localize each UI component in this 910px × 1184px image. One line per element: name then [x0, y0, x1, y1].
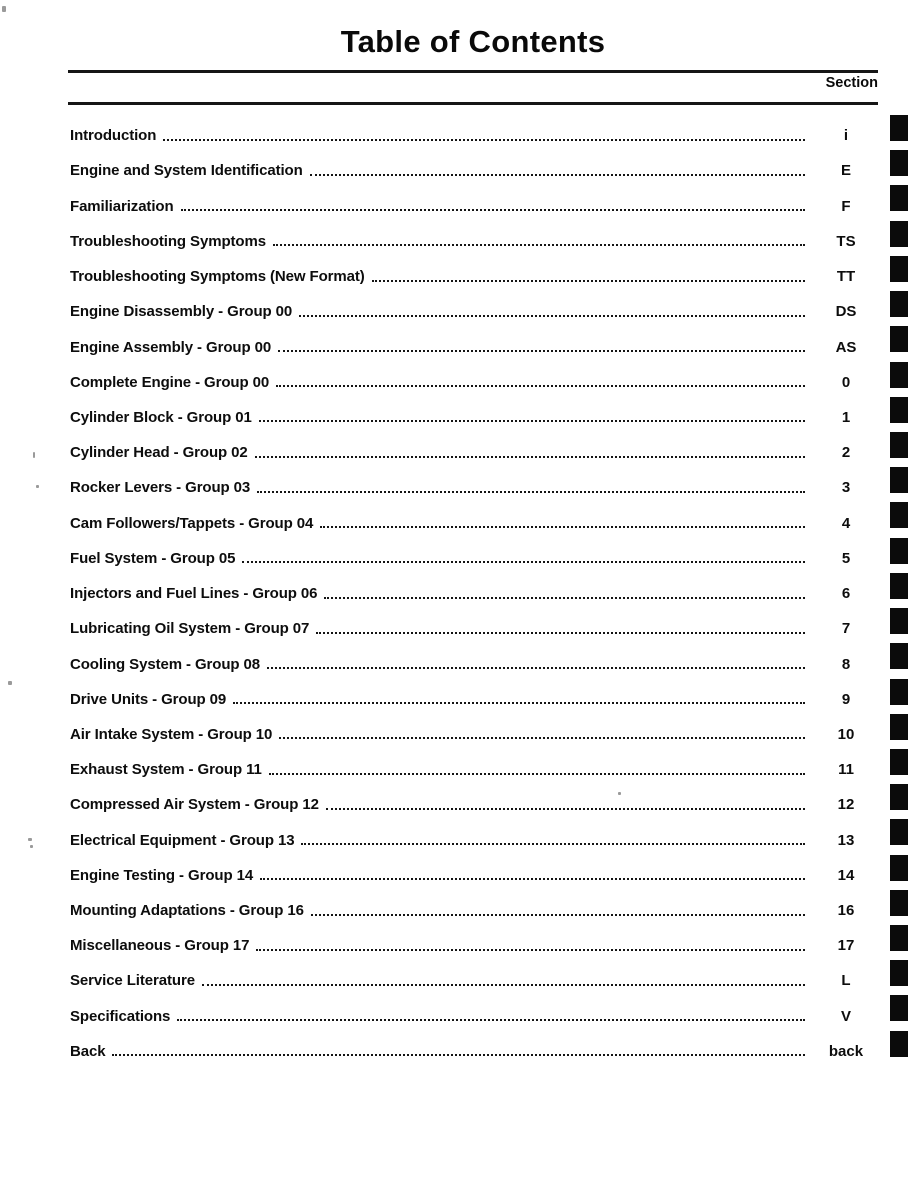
scan-artifact: [28, 838, 32, 841]
toc-entry-section-code: L: [841, 972, 851, 990]
section-tab-marker: [890, 784, 908, 810]
scan-artifact: [8, 681, 12, 685]
toc-entry-section-code: 6: [841, 585, 851, 603]
toc-entry-section-code: 7: [841, 620, 851, 638]
toc-entry[interactable]: [70, 989, 878, 1024]
toc-list: [70, 109, 878, 1060]
dotted-leader: [257, 491, 805, 493]
section-tab-marker: [890, 995, 908, 1021]
toc-entry-section-code: 2: [841, 444, 851, 462]
dotted-leader: [177, 1019, 805, 1021]
toc-entry-section-code: TS: [836, 232, 856, 250]
scan-artifact: [33, 452, 35, 458]
dotted-leader: [279, 737, 805, 739]
toc-entry-section-code: 0: [841, 373, 851, 391]
toc-entry[interactable]: [70, 778, 878, 813]
toc-entry-section-code: 5: [841, 549, 851, 567]
dotted-leader: [273, 244, 805, 246]
toc-entry[interactable]: [70, 637, 878, 672]
scan-artifact: [36, 485, 39, 488]
dotted-leader: [372, 280, 805, 282]
toc-entry[interactable]: [70, 109, 878, 144]
section-tab-marker: [890, 362, 908, 388]
toc-entry[interactable]: [70, 673, 878, 708]
toc-entry[interactable]: [70, 1025, 878, 1060]
toc-entry[interactable]: [70, 250, 878, 285]
section-tab-marker: [890, 608, 908, 634]
toc-entry-label: Complete Engine - Group 00: [70, 373, 270, 391]
section-tab-marker: [890, 291, 908, 317]
dotted-leader: [255, 456, 805, 458]
dotted-leader: [324, 597, 805, 599]
toc-entry-section-code: i: [843, 127, 849, 145]
toc-entry-section-code: 8: [841, 655, 851, 673]
section-tab-marker: [890, 185, 908, 211]
dotted-leader: [233, 702, 805, 704]
toc-entry-label: Troubleshooting Symptoms: [70, 232, 266, 250]
tab-index: [890, 115, 908, 1066]
toc-entry-label: Back: [70, 1042, 106, 1060]
toc-entry[interactable]: [70, 356, 878, 391]
toc-entry[interactable]: [70, 215, 878, 250]
scan-artifact: [2, 6, 6, 12]
toc-entry-label: Fuel System - Group 05: [70, 549, 236, 567]
dotted-leader: [242, 561, 805, 563]
dotted-leader: [181, 209, 805, 211]
toc-entry-section-code: 11: [838, 761, 854, 779]
dotted-leader: [299, 315, 805, 317]
toc-entry-label: Cam Followers/Tappets - Group 04: [70, 514, 314, 532]
toc-entry-label: Electrical Equipment - Group 13: [70, 831, 295, 849]
toc-entry[interactable]: [70, 532, 878, 567]
toc-entry[interactable]: [70, 849, 878, 884]
toc-entry[interactable]: [70, 743, 878, 778]
toc-entry-label: Rocker Levers - Group 03: [70, 479, 251, 497]
section-tab-marker: [890, 432, 908, 458]
toc-entry-label: Cooling System - Group 08: [70, 655, 261, 673]
toc-entry-label: Engine Disassembly - Group 00: [70, 303, 293, 321]
section-tab-marker: [890, 326, 908, 352]
toc-entry-label: Familiarization: [70, 197, 174, 215]
section-tab-marker: [890, 679, 908, 705]
toc-entry-label: Cylinder Block - Group 01: [70, 408, 252, 426]
toc-entry-section-code: 17: [837, 937, 855, 955]
dotted-leader: [112, 1054, 805, 1056]
section-tab-marker: [890, 538, 908, 564]
dotted-leader: [316, 632, 805, 634]
dotted-leader: [301, 843, 805, 845]
toc-entry[interactable]: [70, 708, 878, 743]
toc-entry[interactable]: [70, 426, 878, 461]
dotted-leader: [202, 984, 805, 986]
toc-entry-section-code: back: [828, 1042, 864, 1060]
section-tab-marker: [890, 960, 908, 986]
toc-entry[interactable]: [70, 320, 878, 355]
section-tab-marker: [890, 256, 908, 282]
section-tab-marker: [890, 1031, 908, 1057]
section-tab-marker: [890, 925, 908, 951]
section-tab-marker: [890, 573, 908, 599]
header-rule-bottom: [68, 102, 878, 105]
toc-entry-label: Engine and System Identification: [70, 162, 303, 180]
section-tab-marker: [890, 714, 908, 740]
section-tab-marker: [890, 502, 908, 528]
section-column-header: Section: [825, 75, 878, 91]
dotted-leader: [269, 773, 805, 775]
toc-entry-section-code: 3: [841, 479, 851, 497]
toc-entry-label: Compressed Air System - Group 12: [70, 796, 319, 814]
toc-entry[interactable]: [70, 285, 878, 320]
dotted-leader: [163, 139, 805, 141]
toc-entry-section-code: 1: [841, 408, 851, 426]
toc-entry[interactable]: [70, 602, 878, 637]
dotted-leader: [260, 878, 805, 880]
scan-artifact: [30, 845, 33, 848]
page-title: Table of Contents: [340, 24, 606, 59]
toc-entry-section-code: 16: [837, 902, 855, 920]
toc-entry[interactable]: [70, 144, 878, 179]
toc-entry-section-code: AS: [835, 338, 857, 356]
toc-entry[interactable]: [70, 461, 878, 496]
toc-entry[interactable]: [70, 919, 878, 954]
toc-entry-section-code: 12: [837, 796, 855, 814]
section-tab-marker: [890, 890, 908, 916]
toc-entry-label: Service Literature: [70, 972, 195, 990]
toc-entry-section-code: TT: [836, 268, 856, 286]
scan-artifact: [618, 792, 621, 795]
toc-entry[interactable]: [70, 567, 878, 602]
toc-entry[interactable]: [70, 179, 878, 214]
toc-entry-label: Engine Testing - Group 14: [70, 866, 254, 884]
section-tab-marker: [890, 115, 908, 141]
dotted-leader: [310, 174, 805, 176]
toc-entry-section-code: 10: [837, 725, 855, 743]
toc-entry[interactable]: [70, 813, 878, 848]
toc-entry-label: Troubleshooting Symptoms (New Format): [70, 268, 365, 286]
toc-entry-section-code: 13: [837, 831, 855, 849]
toc-entry-label: Exhaust System - Group 11: [70, 761, 262, 779]
toc-entry-label: Injectors and Fuel Lines - Group 06: [70, 585, 318, 603]
toc-entry-label: Engine Assembly - Group 00: [70, 338, 272, 356]
toc-entry-section-code: DS: [835, 303, 857, 321]
toc-entry[interactable]: [70, 391, 878, 426]
dotted-leader: [278, 350, 805, 352]
toc-entry-label: Lubricating Oil System - Group 07: [70, 620, 310, 638]
dotted-leader: [276, 385, 805, 387]
dotted-leader: [326, 808, 805, 810]
section-tab-marker: [890, 150, 908, 176]
header-rule-top: [68, 70, 878, 73]
section-tab-marker: [890, 819, 908, 845]
dotted-leader: [320, 526, 805, 528]
section-tab-marker: [890, 855, 908, 881]
toc-entry-section-code: E: [840, 162, 851, 180]
dotted-leader: [259, 420, 805, 422]
section-tab-marker: [890, 221, 908, 247]
toc-entry-label: Miscellaneous - Group 17: [70, 937, 250, 955]
toc-entry-section-code: 14: [837, 866, 855, 884]
toc-entry-section-code: 9: [841, 690, 851, 708]
section-tab-marker: [890, 467, 908, 493]
section-tab-marker: [890, 397, 908, 423]
toc-entry[interactable]: [70, 884, 878, 919]
section-tab-marker: [890, 749, 908, 775]
toc-entry-label: Air Intake System - Group 10: [70, 725, 273, 743]
dotted-leader: [256, 949, 805, 951]
toc-entry[interactable]: [70, 496, 878, 531]
toc-entry-label: Introduction: [70, 127, 157, 145]
toc-entry-label: Cylinder Head - Group 02: [70, 444, 248, 462]
toc-entry-label: Mounting Adaptations - Group 16: [70, 902, 304, 920]
toc-entry-section-code: F: [841, 197, 851, 215]
dotted-leader: [311, 914, 805, 916]
toc-entry-label: Specifications: [70, 1007, 171, 1025]
toc-entry[interactable]: [70, 954, 878, 989]
toc-entry-section-code: V: [840, 1007, 851, 1025]
toc-entry-label: Drive Units - Group 09: [70, 690, 227, 708]
dotted-leader: [267, 667, 805, 669]
section-tab-marker: [890, 643, 908, 669]
toc-entry-section-code: 4: [841, 514, 851, 532]
